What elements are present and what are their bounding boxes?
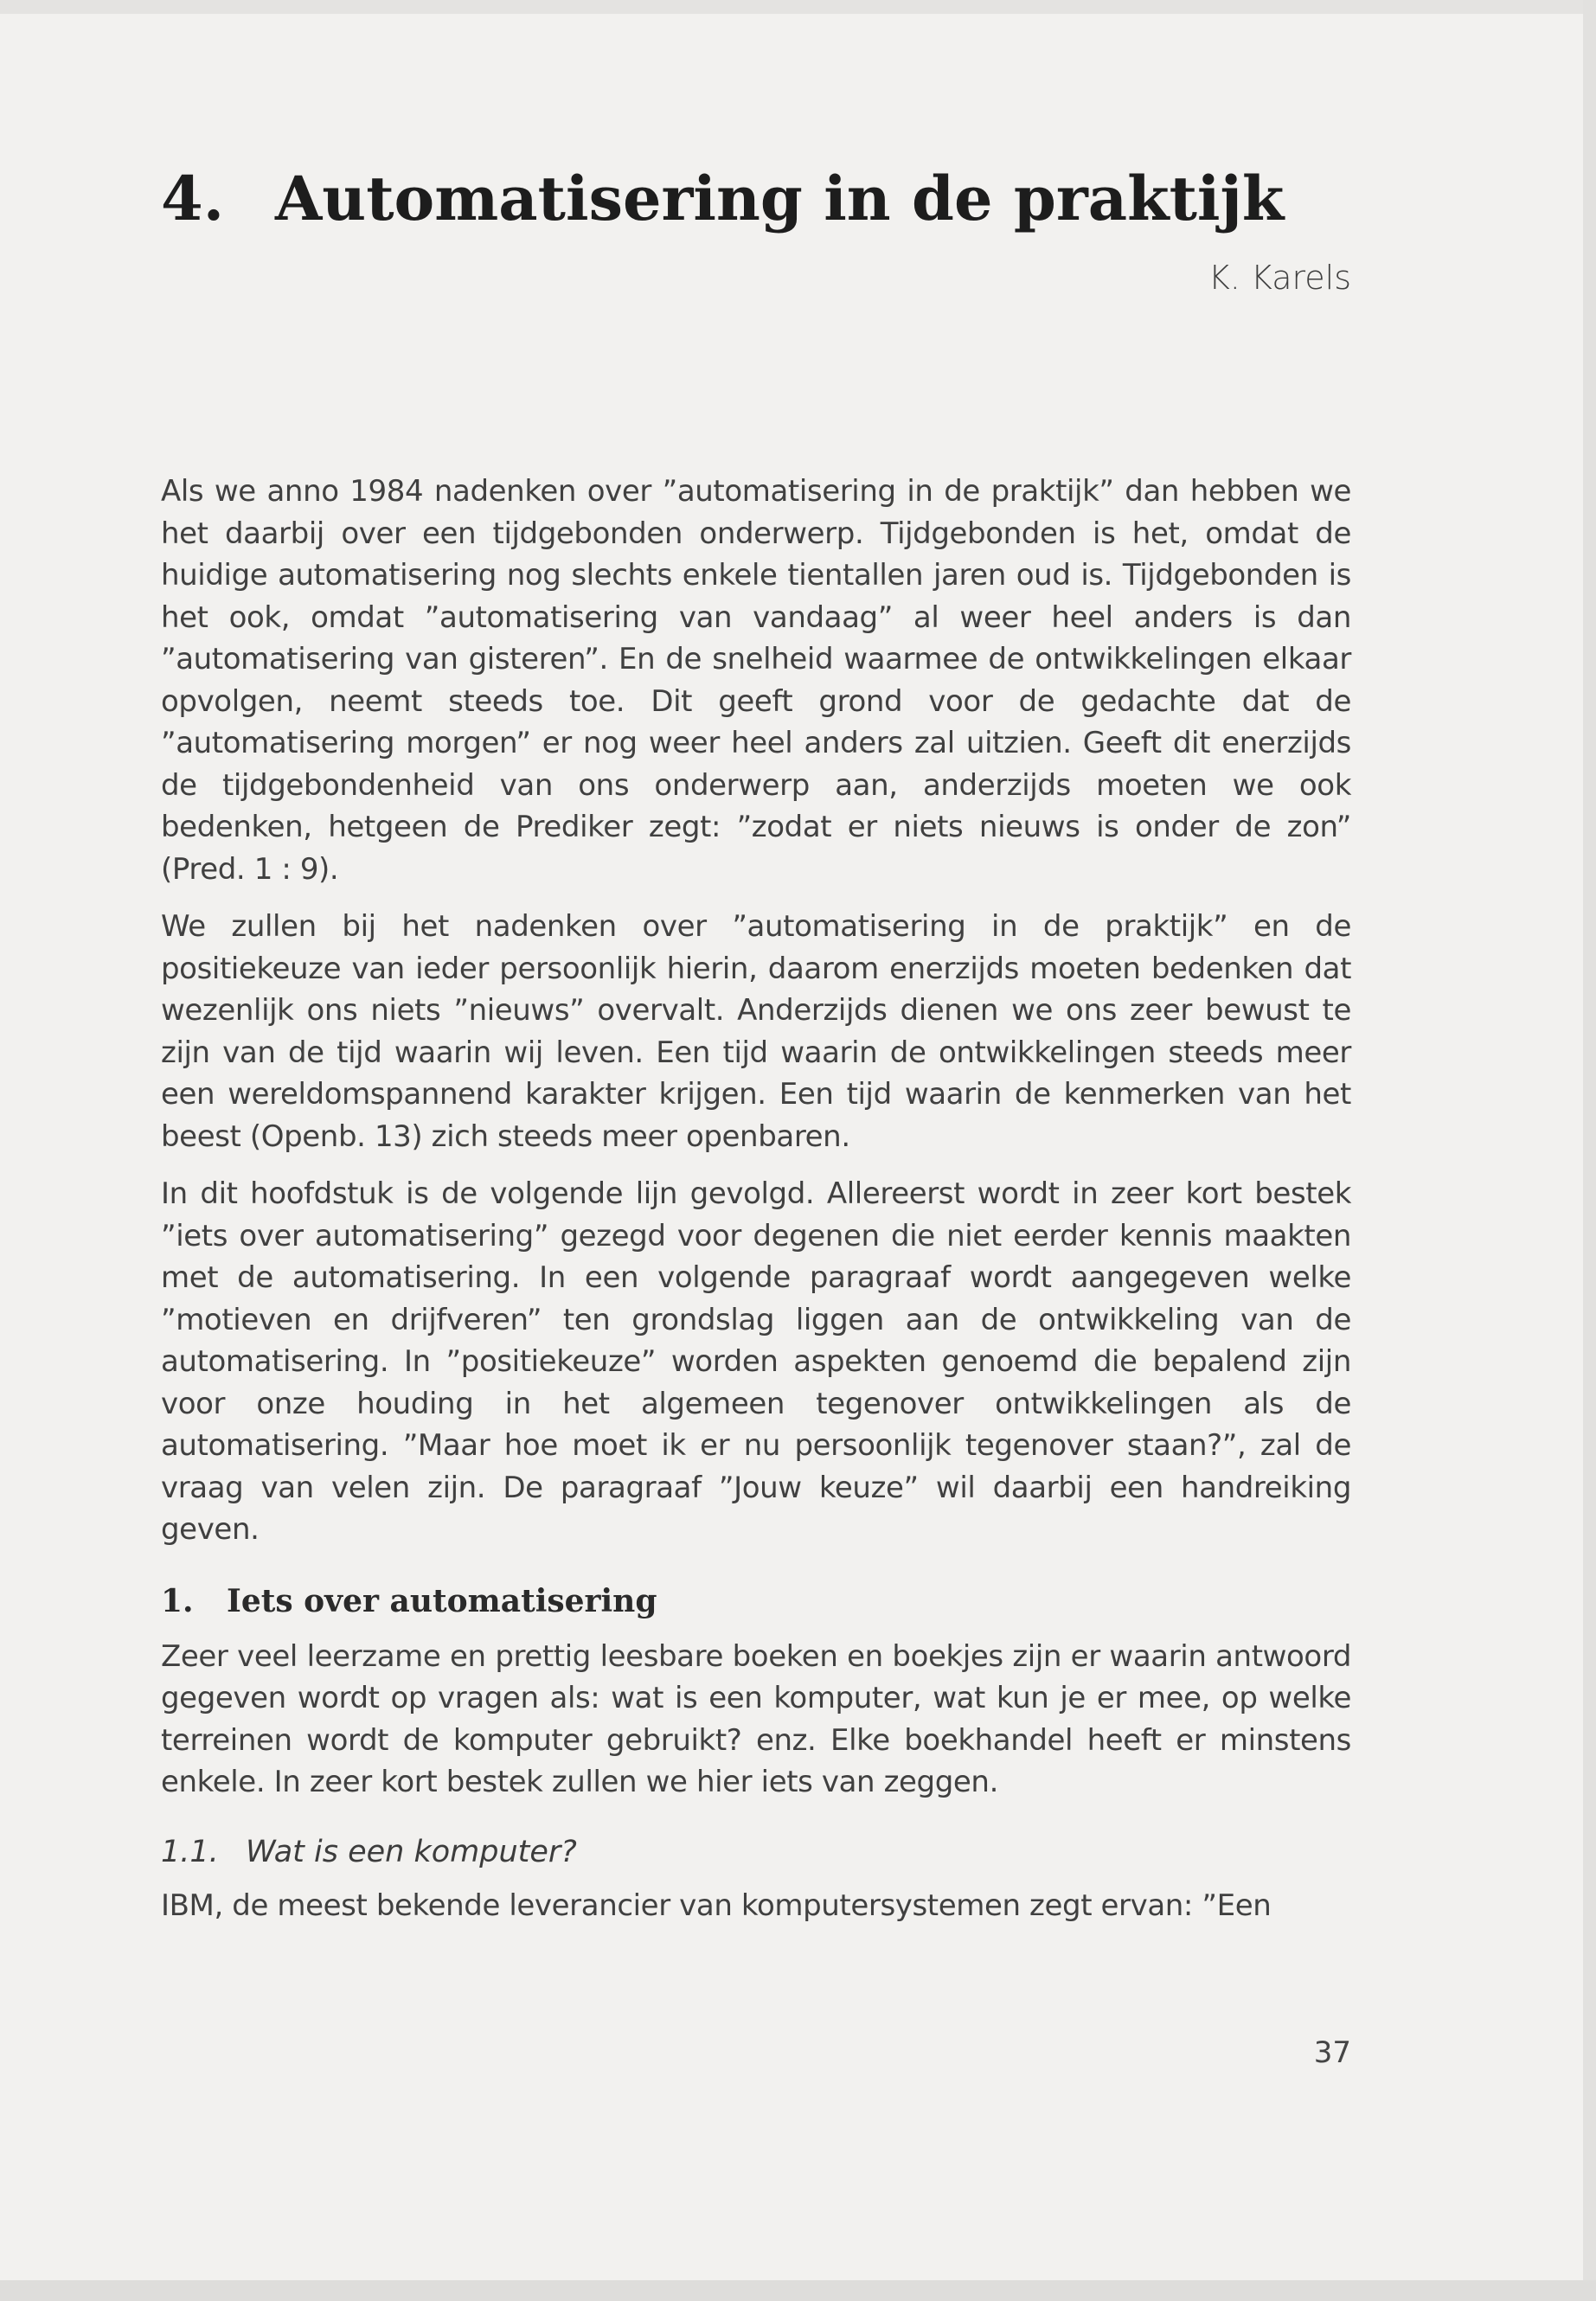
paragraph-positiekeuze: We zullen bij het nadenken over ”automatisering in de praktijk” en de positiekeuze van ieder persoonlijk hierin, daarom enerzijds moeten bedenken dat wezenlijk ons niets ”nieuws” overvalt. Anderzijds dienen we ons zeer bewust te zijn van de tijd waarin wij leven. Een tijd waarin de ontwikkelingen steeds meer een wereldomspannend karakter krijgen. Een tijd waarin de kenmerken van het beest (Openb. 13) zich steeds meer openbaren.	[161, 909, 1351, 1154]
author-name: K. Karels	[1208, 259, 1351, 297]
subsection-number: 1.1.	[161, 1834, 219, 1869]
section-heading	[161, 1575, 1351, 1627]
page-content	[161, 156, 1351, 1926]
page-bottom-edge	[0, 2280, 1596, 2301]
section-number: 1.	[161, 1582, 194, 1619]
subsection-heading	[161, 1828, 1351, 1876]
chapter-number: 4.	[161, 163, 225, 234]
section-title: Iets over automatisering	[227, 1582, 657, 1619]
chapter-title-text: Automatisering in de praktijk	[275, 163, 1285, 234]
section-paragraph: Zeer veel leerzame en prettig leesbare boeken en boekjes zijn er waarin antwoord gegeven wordt op vragen als: wat is een komputer, wat kun je er mee, op welke terreinen wordt de komputer gebruikt? enz. Elke boekhandel heeft er minstens enkele. In zeer kort bestek zullen we hier iets van zeggen.	[161, 1638, 1351, 1799]
subsection-paragraph: IBM, de meest bekende leverancier van komputersystemen zegt ervan: ”Een	[161, 1888, 1272, 1923]
chapter-title	[161, 156, 1351, 242]
page-top-edge	[0, 0, 1596, 14]
page-right-edge	[1583, 0, 1596, 2301]
subsection-title: Wat is een komputer?	[246, 1834, 577, 1869]
paragraph-intro: Als we anno 1984 nadenken over ”automatisering in de praktijk” dan hebben we het daarbij over een tijdgebonden onderwerp. Tijdgebonden is het, omdat de huidige automatisering nog slechts enkele tientallen jaren oud is. Tijdgebonden is het ook, omdat ”automatisering van vandaag” al weer heel anders is dan ”automatisering van gisteren”. En de snelheid waarmee de ontwikkelingen elkaar opvolgen, neemt steeds toe. Dit geeft grond voor de gedachte dat de ”automatisering morgen” er nog weer heel anders zal uitzien. Geeft dit enerzijds de tijdgebondenheid van ons onderwerp aan, anderzijds moeten we ook bedenken, hetgeen de Prediker zegt: ”zodat er niets nieuws is onder de zon” (Pred. 1 : 9).	[161, 474, 1351, 887]
page-number: 37	[1313, 2035, 1351, 2070]
paragraph-overview: In dit hoofdstuk is de volgende lijn gevolgd. Allereerst wordt in zeer kort bestek ”iets over automatisering” gezegd voor degenen die niet eerder kennis maakten met de automatisering. In een volgende paragraaf wordt aangegeven welke ”motieven en drijfveren” ten grondslag liggen aan de ontwikkeling van de automatisering. In ”positiekeuze” worden aspekten genoemd die bepalend zijn voor onze houding in het algemeen tegenover ontwikkelingen als de automatisering. ”Maar hoe moet ik er nu persoonlijk tegenover staan?”, zal de vraag van velen zijn. De paragraaf ”Jouw keuze” wil daarbij een handreiking geven.	[161, 1176, 1351, 1547]
